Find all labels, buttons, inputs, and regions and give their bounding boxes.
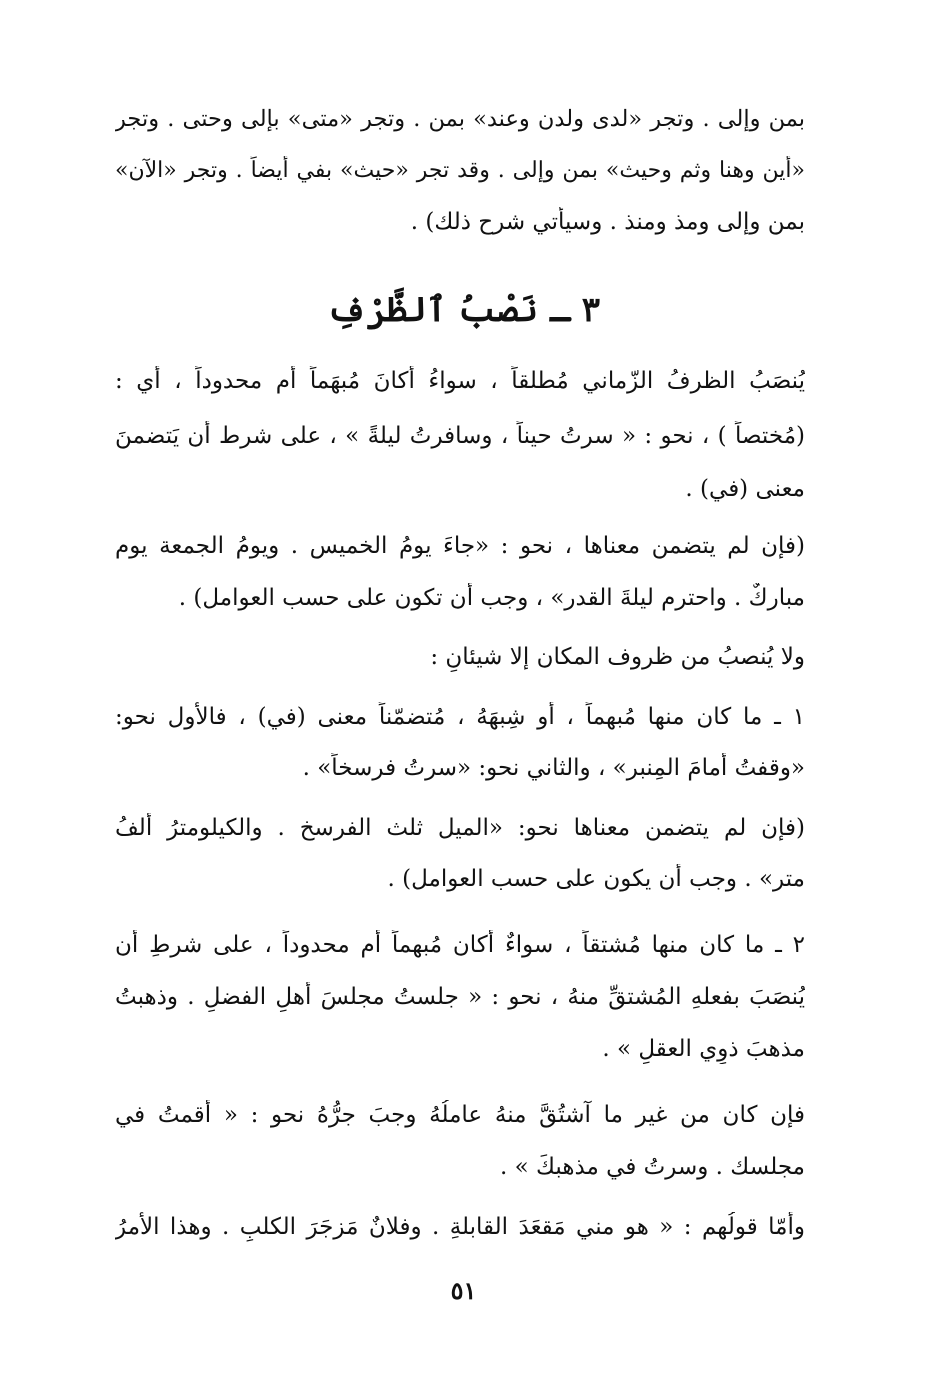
text-line-15: يُنصَبَ بفعلهِ المُشتقِّ منهُ ، نحو : « جلستُ مجلسَ أهلِ الفضلِ . وذهبتُ	[115, 984, 805, 1010]
text-line-19: وأمّا قولُهم : « هو مني مَقعَدَ القابلةِ . وفلانٌ مَزجَرَ الكلبِ . وهذا الأمرُ	[115, 1214, 805, 1240]
text-line-18: مجلسك . وسرتُ في مذهبكَ » .	[500, 1154, 805, 1180]
text-line-16: مذهبَ ذوِي العقلِ » .	[602, 1036, 805, 1062]
section-heading: ٣ ـ نَصْبُ ٱلظَّرْفِ	[327, 290, 600, 330]
text-line-2: «أين وهنا وثم وحيث» بمن وإلى . وقد تجر «حيث» بفي أيضاً . وتجر «الآن»	[115, 158, 805, 183]
text-line-12: (فإن لم يتضمن معناها نحو: «الميل ثلث الفرسخ . والكيلومترُ ألفُ	[115, 815, 805, 841]
text-line-6: معنى (في) .	[685, 476, 805, 502]
text-line-8: مباركٌ . واحترم ليلةَ القدر» ، وجب أن تكون على حسب العوامل) .	[178, 585, 805, 611]
text-line-1: بمن وإلى . وتجر «لدى ولدن وعند» بمن . وتجر «متى» بإلى وحتى . وتجر	[115, 106, 805, 132]
text-line-13: متر» . وجب أن يكون على حسب العوامل) .	[387, 866, 805, 892]
text-line-4: يُنصَبُ الظرفُ الزّماني مُطلقاً ، سواءُ أكانَ مُبهَماً أم محدوداً ، أي :	[115, 368, 805, 394]
text-line-3: بمن وإلى ومذ ومنذ . وسيأتي شرح ذلك) .	[410, 209, 805, 235]
text-line-9: ولا يُنصبُ من ظروف المكان إلا شيئانِ :	[430, 644, 805, 670]
page-number: ٥١	[450, 1276, 477, 1305]
text-line-17: فإن كان من غير ما آشتُقَّ منهُ عاملُهُ وجبَ جرُّهُ نحو : « أقمتُ في	[115, 1102, 805, 1128]
text-line-14: ٢ ـ ما كان منها مُشتقاً ، سواءٌ أكان مُبهماً أم محدوداً ، على شرطِ أن	[115, 932, 805, 958]
text-line-10: ١ ـ ما كان منها مُبهماً ، أو شِبهَهُ ، مُتضمّناً معنى (في) ، فالأول نحو:	[115, 704, 805, 730]
text-line-11: «وقفتُ أمامَ المِنبر» ، والثاني نحو: «سرتُ فرسخاً» .	[302, 755, 805, 781]
text-line-7: (فإن لم يتضمن معناها ، نحو : «جاءَ يومُ الخميس . ويومُ الجمعة يوم	[115, 533, 805, 559]
text-line-5: (مُختصاً ) ، نحو : « سرتُ حيناً ، وسافرتُ ليلةً » ، على شرط أن يَتضمنَ	[115, 423, 805, 449]
